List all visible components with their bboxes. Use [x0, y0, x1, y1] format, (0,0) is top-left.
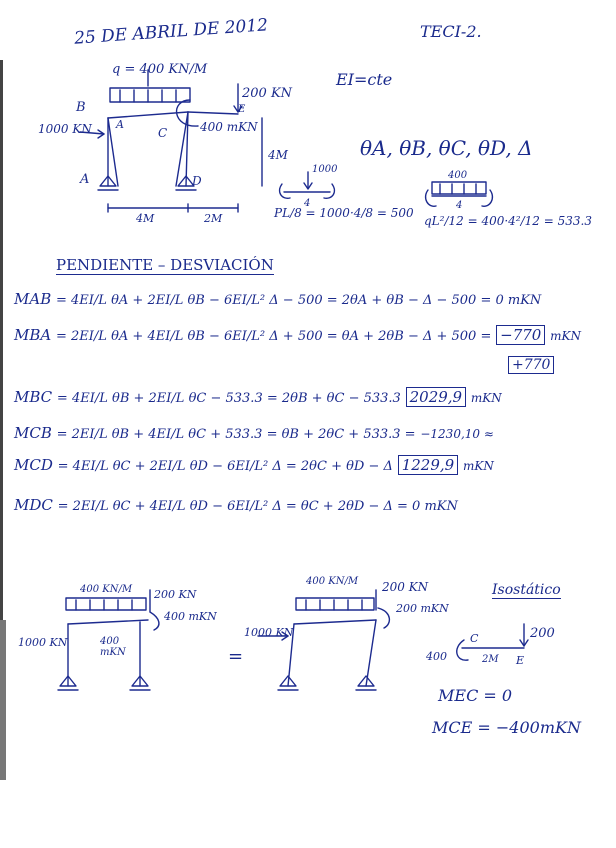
unknowns-list: θA, θB, θC, θD, Δ: [360, 136, 533, 160]
result-box-770: +770: [508, 356, 554, 374]
eq-unit: mKN: [550, 329, 581, 343]
bottom-right-lateral: 1000 KN: [244, 626, 294, 639]
iso-node-e: E: [516, 654, 525, 667]
eq-lhs: MBC: [14, 388, 53, 406]
node-d-label: D: [192, 174, 202, 188]
ql-formula: qL²/12 = 400·4²/12 = 533.3: [424, 214, 592, 228]
eq-lhs: MDC: [14, 496, 53, 514]
ql-load-label: 400: [448, 170, 468, 181]
force-200-label: 200 KN: [242, 86, 293, 101]
bottom-left-force: 200 KN: [154, 588, 197, 601]
node-a2-label: A: [116, 118, 124, 131]
isostatic-title: Isostático: [492, 582, 561, 598]
height-label: 4M: [268, 148, 288, 162]
result-box: 2029,9: [406, 387, 467, 407]
course-label: TECI-2.: [420, 22, 482, 41]
bottom-left-lateral: 1000 KN: [18, 636, 68, 649]
bottom-left-inner: 400 mKN: [100, 636, 126, 658]
bottom-left-load: 400 KN/M: [80, 584, 133, 595]
span1-label: 4M: [136, 212, 155, 225]
eq-rhs: = 4EI/L θA + 2EI/L θB − 6EI/L² Δ − 500 = 2θA + θB − Δ − 500 = 0 mKN: [56, 293, 542, 308]
eq-result: −1230,10 ≈: [420, 427, 494, 441]
eq-rhs: = 4EI/L θB + 2EI/L θC − 533.3 = 2θB + θC − 533.3: [56, 391, 401, 406]
pl-span-label: 4: [304, 198, 311, 209]
node-c-label: C: [158, 126, 168, 140]
date-header: 25 DE ABRIL DE 2012: [73, 15, 269, 49]
lateral-force-label: 1000 KN: [38, 122, 92, 136]
bottom-right-force: 200 KN: [382, 580, 429, 594]
iso-node-c: C: [470, 632, 479, 645]
bottom-left-moment: 400 mKN: [164, 610, 217, 623]
eq-rhs: = 2EI/L θC + 4EI/L θD − 6EI/L² Δ = θC + 2θD − Δ = 0 mKN: [57, 499, 458, 514]
iso-span: 2M: [482, 654, 499, 665]
node-e-label: E: [238, 104, 246, 115]
result-box: 1229,9: [398, 455, 459, 475]
eq-rhs: = 2EI/L θA + 4EI/L θB − 6EI/L² Δ + 500 = θA + 2θB − Δ + 500 =: [56, 329, 492, 344]
iso-mec: MEC = 0: [438, 686, 513, 705]
eq-lhs: MBA: [14, 326, 52, 344]
result-box: −770: [496, 325, 545, 345]
pl-force-label: 1000: [312, 164, 338, 175]
bottom-right-load: 400 KN/M: [306, 576, 359, 587]
node-b-label: B: [76, 100, 86, 115]
pl-formula: PL/8 = 1000·4/8 = 500: [274, 206, 414, 220]
load-q-label: q = 400 KN/M: [112, 62, 208, 77]
eq-lhs: MAB: [14, 290, 52, 308]
moment-label: 400 mKN: [200, 120, 258, 134]
section-title: PENDIENTE – DESVIACIÓN: [56, 256, 274, 274]
ql-span-label: 4: [456, 200, 463, 211]
eq-rhs: = 4EI/L θC + 2EI/L θD − 6EI/L² Δ = 2θC + θD − Δ: [57, 459, 393, 474]
equals-sign: =: [228, 646, 244, 667]
iso-mce: MCE = −400mKN: [432, 718, 581, 737]
bottom-right-moment: 200 mKN: [396, 602, 449, 615]
span2-label: 2M: [204, 212, 223, 225]
eq-lhs: MCB: [14, 424, 52, 442]
eq-rhs: = 2EI/L θB + 4EI/L θC + 533.3 = θB + 2θC + 533.3 =: [56, 427, 416, 442]
eq-unit: mKN: [470, 391, 502, 405]
ei-note: EI=cte: [336, 70, 393, 89]
eq-unit: mKN: [462, 459, 494, 473]
node-a-label: A: [80, 172, 90, 187]
eq-lhs: MCD: [14, 456, 53, 474]
iso-force: 200: [530, 626, 555, 641]
iso-moment: 400: [426, 650, 447, 663]
